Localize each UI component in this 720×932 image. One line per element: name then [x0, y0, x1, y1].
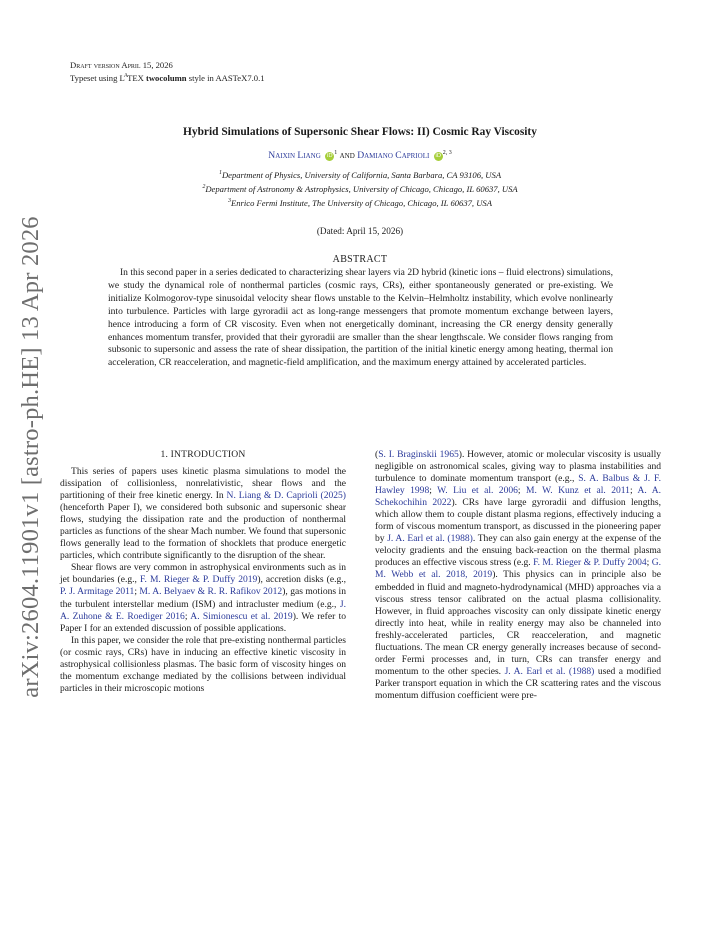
- section-heading-introduction: 1. INTRODUCTION: [160, 449, 246, 460]
- paper-title: Hybrid Simulations of Supersonic Shear Flows: II) Cosmic Ray Viscosity: [183, 126, 537, 138]
- arxiv-identifier: arXiv:2604.11901v1 [astro-ph.HE] 13 Apr 2026: [17, 216, 44, 698]
- citation-link[interactable]: J. A. Earl et al. (1988): [387, 533, 473, 545]
- citation-link[interactable]: S. A. Balbus & J. F. Hawley 1998: [375, 473, 661, 497]
- abstract-heading: ABSTRACT: [332, 254, 388, 265]
- paragraph: This series of papers uses kinetic plasma simulations to model the dissipation of collisionless, nonrelativistic, shear flows and the partitioning of their free kinetic energy. In N. Liang & D. Caprioli (2025) (henceforth Paper I), we considered both subsonic and supersonic shear flows, studying the dissipation rate and the production of nonthermal particles as functions of the shear Mach number. We found that supersonic flows generally lead to the formation of shocklets that produce energetic particles, which contribute significantly to the disruption of the shear.: [60, 466, 346, 562]
- paragraph: In this paper, we consider the role that pre-existing nonthermal particles (or cosmic rays, CRs) have in inducing an effective kinetic viscosity in astrophysical collisionless plasmas. The basic form of viscosity hinges on the momentum exchange mediated by the collisions between individual particles in their microscopic motions: [60, 634, 346, 694]
- orcid-icon[interactable]: iD: [326, 153, 333, 160]
- typeset-line: Typeset using $L^ATEX$ twocolumn style in AASTeX7.0.1: [70, 72, 265, 83]
- arxiv-sidebar: [3, 216, 59, 698]
- abstract-body: [108, 267, 613, 370]
- dated-line: (Dated: April 15, 2026): [316, 226, 404, 236]
- citation-link[interactable]: A. Simionescu et al. 2019: [190, 610, 293, 622]
- citation-link[interactable]: J. A. Zuhone & E. Roediger 2016: [60, 598, 346, 622]
- left-column: [60, 466, 346, 695]
- orcid-icon[interactable]: iD: [435, 153, 442, 160]
- citation-link[interactable]: N. Liang & D. Caprioli (2025): [226, 490, 346, 502]
- citation-link[interactable]: S. I. Braginskii 1965: [378, 449, 459, 460]
- citation-link[interactable]: J. A. Earl et al. (1988): [504, 665, 595, 677]
- citation-link[interactable]: W. Liu et al. 2006: [437, 485, 518, 497]
- citation-link[interactable]: M. W. Kunz et al. 2011: [526, 485, 630, 497]
- citation-link[interactable]: G. M. Webb et al. 2018, 2019: [375, 557, 662, 581]
- citation-link[interactable]: M. A. Belyaev & R. R. Rafikov 2012: [139, 586, 283, 598]
- abstract-text: In this second paper in a series dedicated to characterizing shear layers via 2D hybrid (kinetic ions – fluid electrons) simulations, we study the dynamical role of nonthermal particles (cosmic rays, CRs), either spontaneously generated or pre-existing. We initialize Kolmogorov-type sinusoidal velocity shear flows unstable to the Kelvin–Helmholtz instability, which evolve nonlinearly into turbulence. Particles with large gyroradii act as long-range messengers that promote momentum exchange between layers, hence introducing a form of CR viscosity. Even when not energetically dominant, increasing the CR energy density generally enhances momentum transfer, provided that their gyroradii are smaller than the shear lengthscale. We consider flows ranging from subsonic to supersonic and assess the rate of shear dissipation, the partition of the initial kinetic energy among heating, thermal ion acceleration, CR reacceleration, and magnetic-field amplification, and the maximum energy attained by accelerated particles.: [108, 267, 613, 369]
- citation-link[interactable]: P. J. Armitage 2011: [60, 586, 135, 598]
- citation-link[interactable]: A. A. Schekochihin 2022: [375, 485, 661, 509]
- affiliation: $^2$Department of Astronomy & Astrophysics, University of Chicago, Chicago, IL 60637, USA: [202, 184, 518, 194]
- draft-version-line: Draft version April 15, 2026: [70, 60, 173, 70]
- author-list: Naixin Liang $iD^1$ and Damiano Caprioli iD$^{2, 3}$: [268, 150, 452, 162]
- right-column: [375, 449, 661, 702]
- author-name[interactable]: Naixin Liang: [268, 150, 321, 162]
- citation-link[interactable]: F. M. Rieger & P. Duffy 2004: [533, 557, 647, 569]
- page-header: [70, 60, 265, 84]
- affiliation: $^3$Enrico Fermi Institute, The University of Chicago, Chicago, IL 60637, USA: [228, 198, 492, 208]
- paragraph: (S. I. Braginskii 1965). However, atomic or molecular viscosity is usually negligible on astronomical scales, giving way to plasma instabilities and turbulence to dominate momentum transport (e.g., S. A. Balbus & J. F. Hawley 1998; W. Liu et al. 2006; M. W. Kunz et al. 2011; A. A. Schekochihin 2022). CRs have large gyroradii and diffusion lengths, which allow them to couple distant plasma regions, effectively inducing a form of viscous momentum transport, as discussed in the pioneering paper by J. A. Earl et al. (1988). They can also gain energy at the expense of the velocity gradients and the ensuing back-reaction on the thermal plasma produces an effective viscous stress (e.g. F. M. Rieger & P. Duffy 2004; G. M. Webb et al. 2018, 2019). This physics can in principle also be embedded in fluid and magneto-hydrodynamical (MHD) approaches via a viscous stress tensor calibrated on the actual plasma collisionality. However, in fluid approaches viscosity can only dissipate kinetic energy directly into heat, while in reality energy may also be channeled into freshly-accelerated particles, CR reacceleration, and magnetic fluctuations. The mean CR energy generally increases because of second-order Fermi processes and, in turn, CRs can transfer energy and momentum to the other species. J. A. Earl et al. (1988) used a modified Parker transport equation in which the CR scattering rates and the viscous momentum diffusion coefficient were pre-: [375, 449, 662, 701]
- paragraph: Shear flows are very common in astrophysical environments such as in jet boundaries (e.g., F. M. Rieger & P. Duffy 2019), accretion disks (e.g., P. J. Armitage 2011; M. A. Belyaev & R. R. Rafikov 2012), gas motions in the turbulent interstellar medium (ISM) and intracluster medium (e.g., J. A. Zuhone & E. Roediger 2016; A. Simionescu et al. 2019). We refer to Paper I for an extended discussion of possible applications.: [60, 562, 347, 634]
- citation-link[interactable]: F. M. Rieger & P. Duffy 2019: [139, 574, 258, 586]
- affiliation: $^1$Department of Physics, University of California, Santa Barbara, CA 93106, USA: [218, 170, 502, 180]
- author-name[interactable]: Damiano Caprioli: [357, 150, 430, 162]
